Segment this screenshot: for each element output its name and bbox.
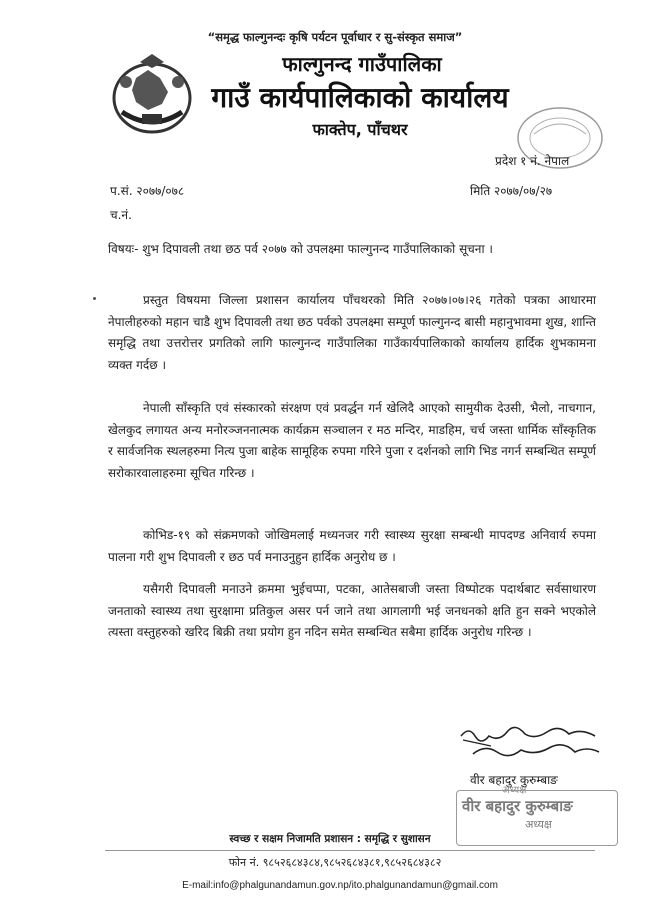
reference-number: प.सं. २०७७/०७८	[110, 184, 185, 198]
body-paragraph-2: नेपाली साँस्कृति एवं संस्कारको संरक्षण एवं प्रवर्द्धन गर्न खेलिदै आएको सामुयीक देउसी, भैलो, नाचगान, खेलकुद लगायत अन्य मनोरञ्जननात्मक कार्यक्रम सञ्चालन र मठ मन्दिर, माडहिम, चर्च जस्ता धार्मिक साँस्कृतिक र सार्वजनिक स्थलहरुमा नित्य पुजा बाहेक सामूहिक रुपमा गरिने पुजा र दर्शनको लागि भिड नगर्न सम्बन्धित सम्पूर्ण सरोकारवालाहरुमा सूचित गरिन्छ ।	[108, 401, 596, 480]
footer-divider	[105, 850, 595, 851]
body-paragraph-1: प्रस्तुत विषयमा जिल्ला प्रशासन कार्यालय पाँचथरको मिति २०७७।०७।२६ गतेको पत्रका आधारमा नेपालीहरुको महान चाडै शुभ दिपावली तथा छठ पर्वको उपलक्ष्मा सम्पूर्ण फाल्गुनन्द बासी महानुभावमा शुख, शान्ति समृद्धि तथा उत्तरोत्तर प्रगतिको लागि फाल्गुनन्द गाउँपालिका गाउँकार्यपालिकाको कार्यालय हार्दिक शुभकामना व्यक्त गर्दछ ।	[108, 293, 596, 372]
header-motto: “समृद्ध फाल्गुनन्दः कृषि पर्यटन पूर्वाधार र सु-संस्कृत समाज”	[207, 30, 463, 44]
stamp-signer-name: वीर बहादुर कुरुम्बाङ	[462, 797, 573, 815]
office-address: फाक्तेप, पाँचथर	[312, 120, 408, 139]
dispatch-number: च.नं.	[110, 208, 132, 222]
body-paragraph-3: कोभिड-१९ को संक्रमणको जोखिमलाई मध्यनजर गरी स्वास्थ्य सुरक्षा सम्बन्धी मापदण्ड अनिवार्य रुपमा पालना गरी शुभ दिपावली र छठ पर्व मनाउनुहुन हार्दिक अनुरोध छ ।	[108, 528, 596, 564]
letter-date: मिति २०७७/०७/२७	[470, 184, 553, 198]
province-label: प्रदेश १ नं. नेपाल	[495, 154, 570, 168]
footer-slogan: स्वच्छ र सक्षम निजामति प्रशासन : समृद्धि र सुशासन	[229, 833, 431, 845]
stamp-signer-role: अध्यक्ष	[525, 818, 552, 831]
signer-name: वीर बहादुर कुरुम्बाङ	[470, 773, 558, 787]
municipality-name: फाल्गुनन्द गाउँपालिका	[282, 52, 442, 76]
stamp-role-top: अध्यक्ष	[502, 785, 527, 796]
margin-mark	[93, 297, 96, 300]
body-paragraph-4: यसैगरी दिपावली मनाउने क्रममा भुईचप्पा, पटका, आतेसबाजी जस्ता विष्पोटक पदार्थबाट सर्वसाधारण जनताको स्वास्थ्य तथा सुरक्षामा प्रतिकुल असर पर्न जाने तथा आगलागी भई जनधनको क्षति हुन सक्ने भएकोले त्यस्ता वस्तुहरुको खरिद बिक्री तथा प्रयोग हुन नदिन समेत सम्बन्धित सबैमा हार्दिक अनुरोध गरिन्छ ।	[108, 582, 596, 640]
letter-subject: विषयः- शुभ दिपावली तथा छठ पर्व २०७७ को उपलक्ष्मा फाल्गुनन्द गाउँपालिकाको सूचना ।	[108, 242, 493, 256]
nepal-emblem-icon	[108, 52, 196, 138]
footer-phone-numbers: फोन नं. ९८५२६८४३८४,९८५२६८४३८१,९८५२६८४३८२	[228, 856, 442, 869]
handwritten-signature	[455, 722, 605, 762]
footer-email: E-mail:info@phalgunandamun.gov.np/ito.phalgunandamun@gmail.com	[182, 880, 498, 891]
office-title: गाउँ कार्यपालिकाको कार्यालय	[211, 81, 509, 114]
